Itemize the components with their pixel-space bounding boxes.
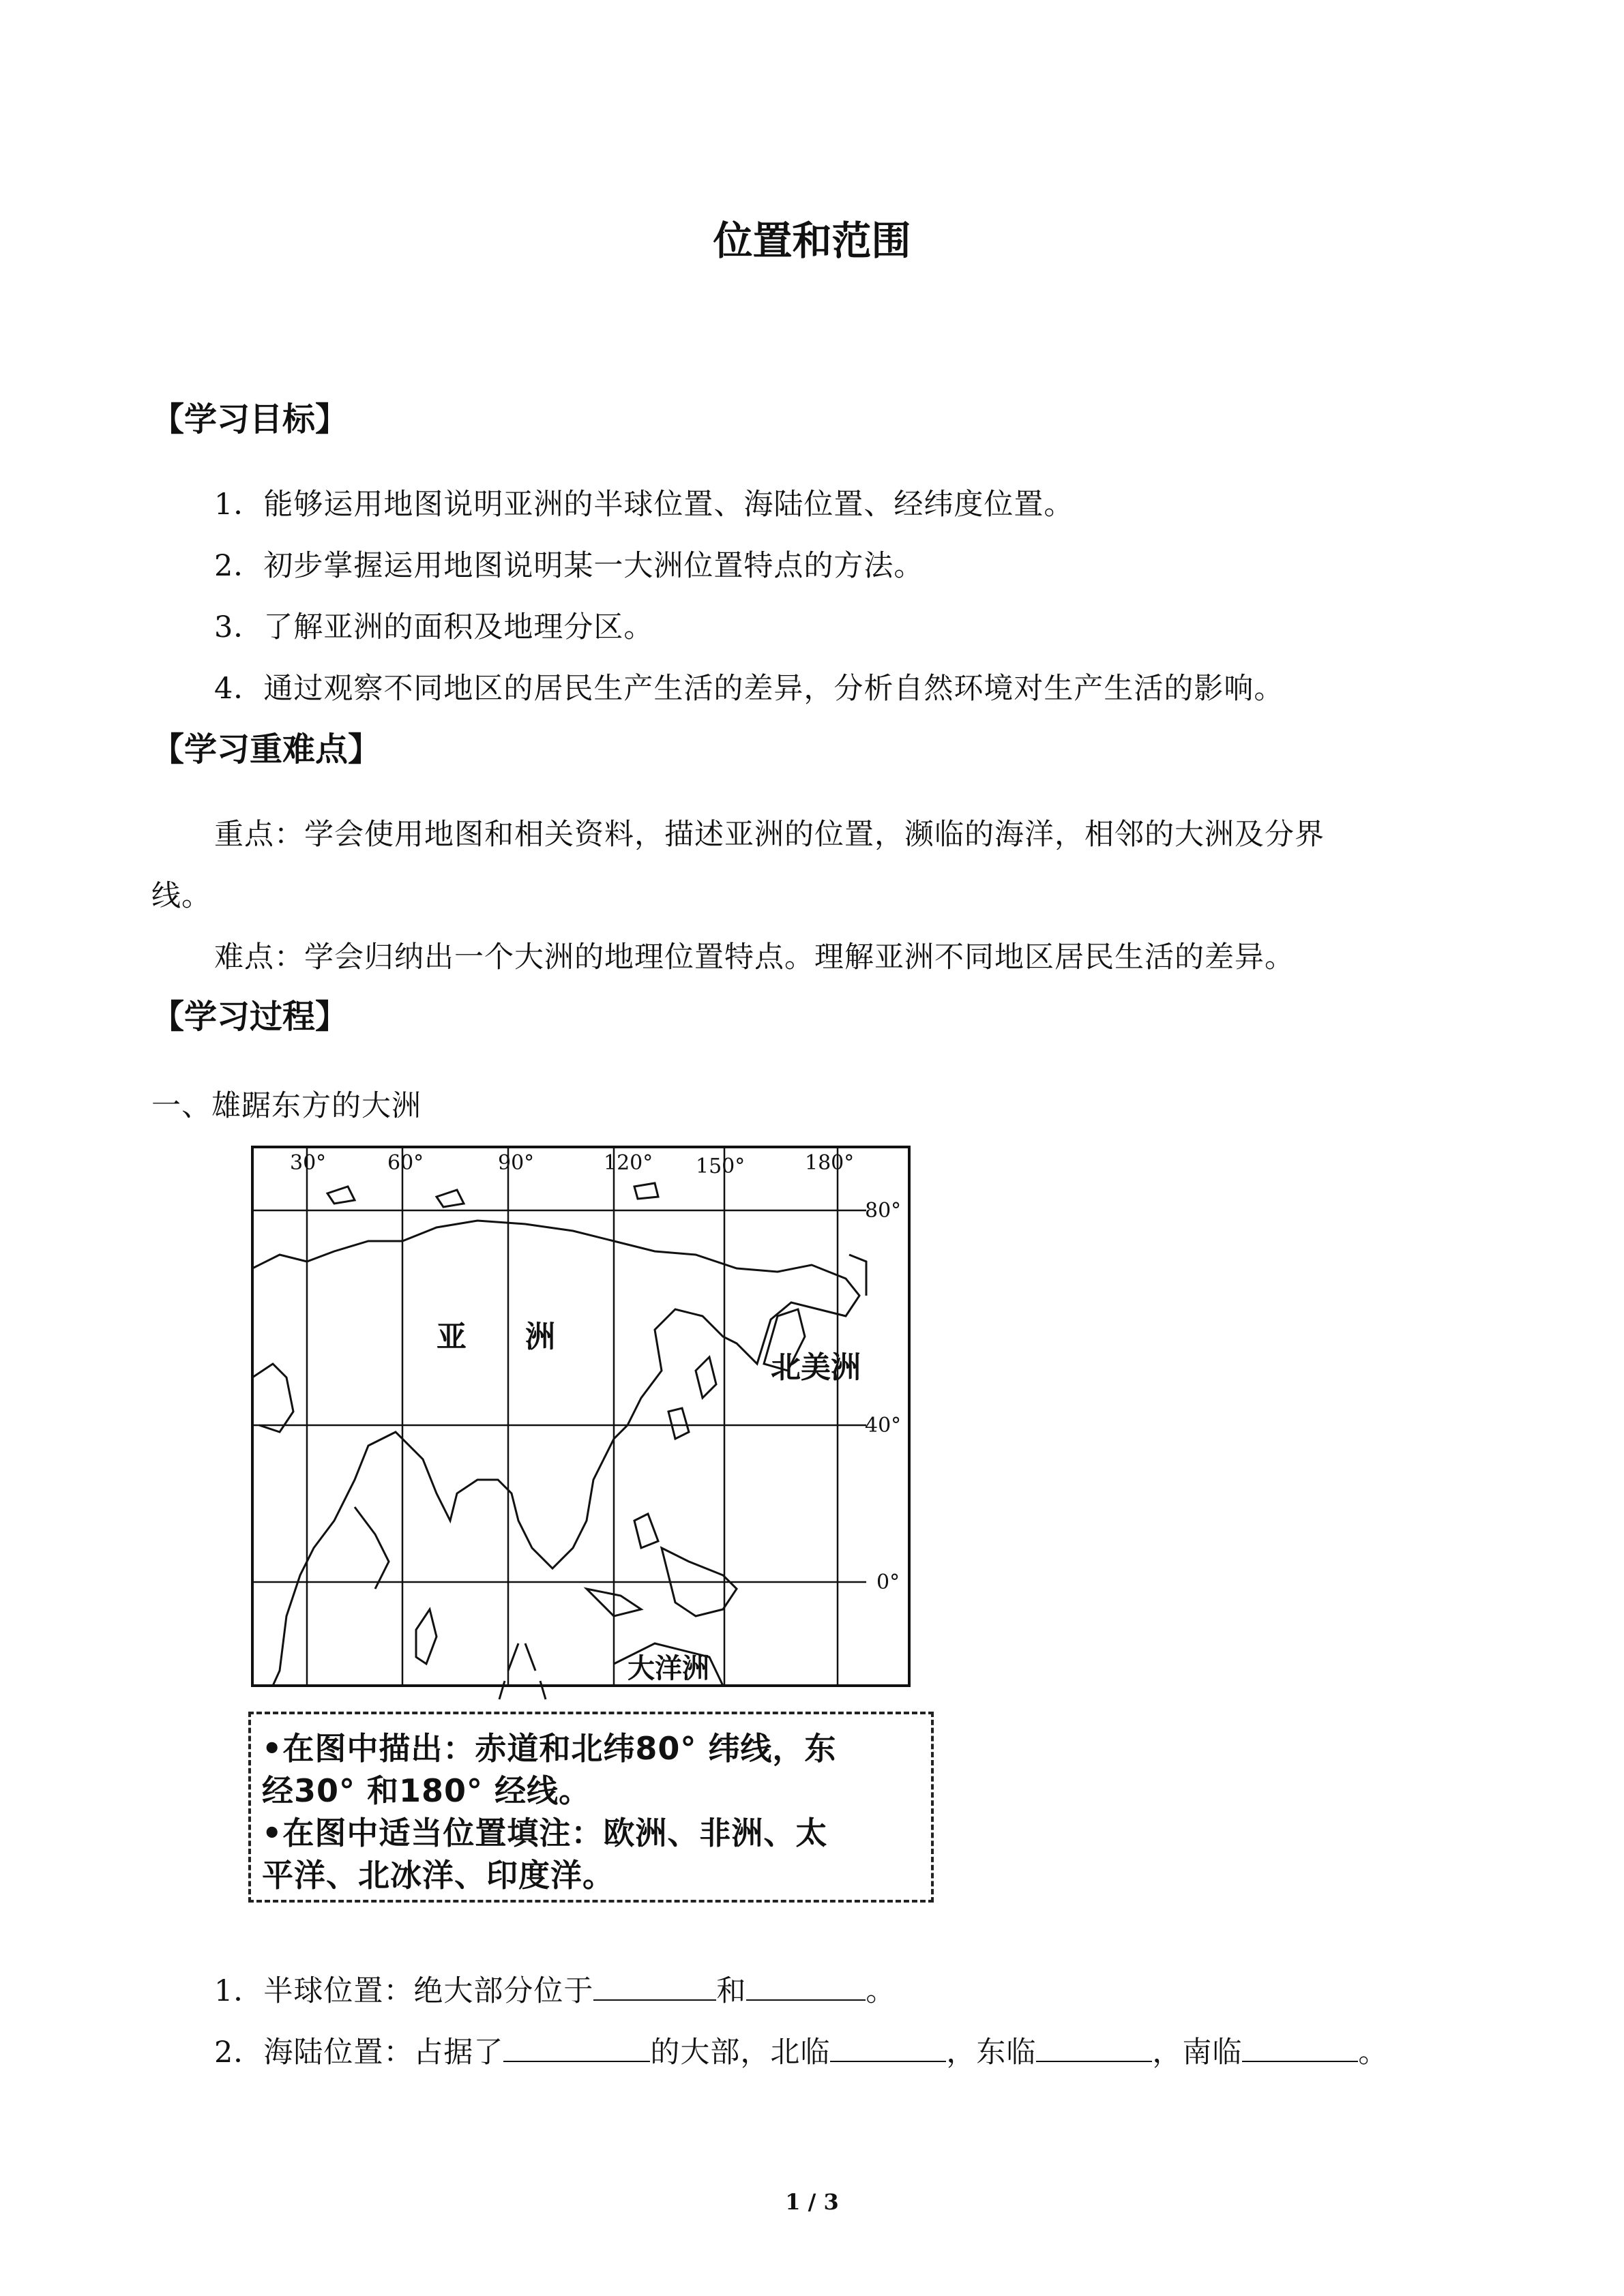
asia-coast [252, 1221, 859, 1686]
region-label-north-america: 北美洲 [771, 1350, 861, 1385]
question-text: 和 [716, 1974, 747, 2008]
alaska-coast [849, 1255, 866, 1296]
objective-item: 2．初步掌握运用地图说明某一大洲位置特点的方法。 [214, 549, 924, 583]
objective-item: 3．了解亚洲的面积及地理分区。 [214, 610, 654, 644]
lon-label-30: 30° [290, 1151, 327, 1175]
question-text: 2．海陆位置：占据了 [214, 2036, 504, 2070]
lon-label-90: 90° [498, 1151, 535, 1175]
map-frame [252, 1147, 909, 1686]
coastline [252, 1183, 866, 1686]
instruction-note-line: •在图中描出：赤道和北纬80° 纬线，东 [262, 1730, 837, 1767]
objective-item: 1．能够运用地图说明亚洲的半球位置、海陆位置、经纬度位置。 [214, 488, 1074, 522]
question-hemisphere [214, 1968, 896, 2010]
question-text: 的大部，北临 [650, 2036, 831, 2070]
callout-pointer [499, 1643, 546, 1699]
map-graticule [252, 1147, 866, 1686]
philippines [634, 1514, 658, 1548]
question-text: ，南临 [1152, 2036, 1243, 2070]
answer-blank[interactable] [503, 2033, 650, 2062]
madagascar [416, 1609, 437, 1664]
arctic-island [327, 1187, 355, 1204]
lat-label-0: 0° [876, 1570, 900, 1594]
lon-label-150: 150° [696, 1154, 745, 1178]
answer-blank[interactable] [1242, 2033, 1358, 2062]
process-subheading: 一、雄踞东方的大洲 [151, 1089, 422, 1123]
page-number: 1 / 3 [785, 2189, 839, 2215]
red-sea-coast [355, 1507, 389, 1589]
instruction-note-line: •在图中适当位置填注：欧洲、非洲、太 [262, 1815, 828, 1851]
key-points-heading: 【学习重难点】 [151, 730, 381, 769]
question-text: 。 [1358, 2036, 1389, 2070]
lon-label-120: 120° [604, 1151, 653, 1175]
japan-island [696, 1357, 716, 1398]
answer-blank[interactable] [746, 1972, 866, 2001]
region-label-oceania: 大洋洲 [628, 1652, 709, 1684]
lon-label-180: 180° [805, 1151, 855, 1175]
lat-label-80: 80° [865, 1199, 902, 1223]
question-text: ，东临 [946, 2036, 1037, 2070]
instruction-note-line: 平洋、北冰洋、印度洋。 [262, 1857, 615, 1894]
europe-coast [252, 1364, 293, 1432]
answer-blank[interactable] [593, 1972, 716, 2001]
arctic-island [437, 1190, 464, 1207]
lat-label-40: 40° [865, 1414, 902, 1437]
question-text: 。 [866, 1974, 896, 2008]
objectives-heading: 【学习目标】 [151, 400, 349, 438]
process-heading: 【学习过程】 [151, 998, 349, 1036]
page-title: 位置和范围 [713, 218, 911, 264]
lon-label-60: 60° [387, 1151, 424, 1175]
key-point-text: 重点：学会使用地图和相关资料，描述亚洲的位置，濒临的海洋，相邻的大洲及分界 [214, 818, 1325, 852]
region-label-asia: 洲 [525, 1320, 555, 1354]
answer-blank[interactable] [1036, 2033, 1152, 2062]
region-label-asia: 亚 [437, 1320, 467, 1354]
answer-blank[interactable] [830, 2033, 946, 2062]
objective-item: 4．通过观察不同地区的居民生产生活的差异，分析自然环境对生产生活的影响。 [214, 672, 1284, 706]
question-sea-land [214, 2029, 1388, 2071]
arctic-island [634, 1183, 658, 1199]
question-text: 1．半球位置：绝大部分位于 [214, 1974, 594, 2008]
key-point-text-cont: 线。 [151, 879, 211, 913]
asia-map [232, 1139, 948, 1705]
instruction-note-line: 经30° 和180° 经线。 [262, 1772, 591, 1809]
difficult-point-text: 难点：学会归纳出一个大洲的地理位置特点。理解亚洲不同地区居民生活的差异。 [214, 940, 1295, 974]
japan-island [668, 1408, 689, 1439]
